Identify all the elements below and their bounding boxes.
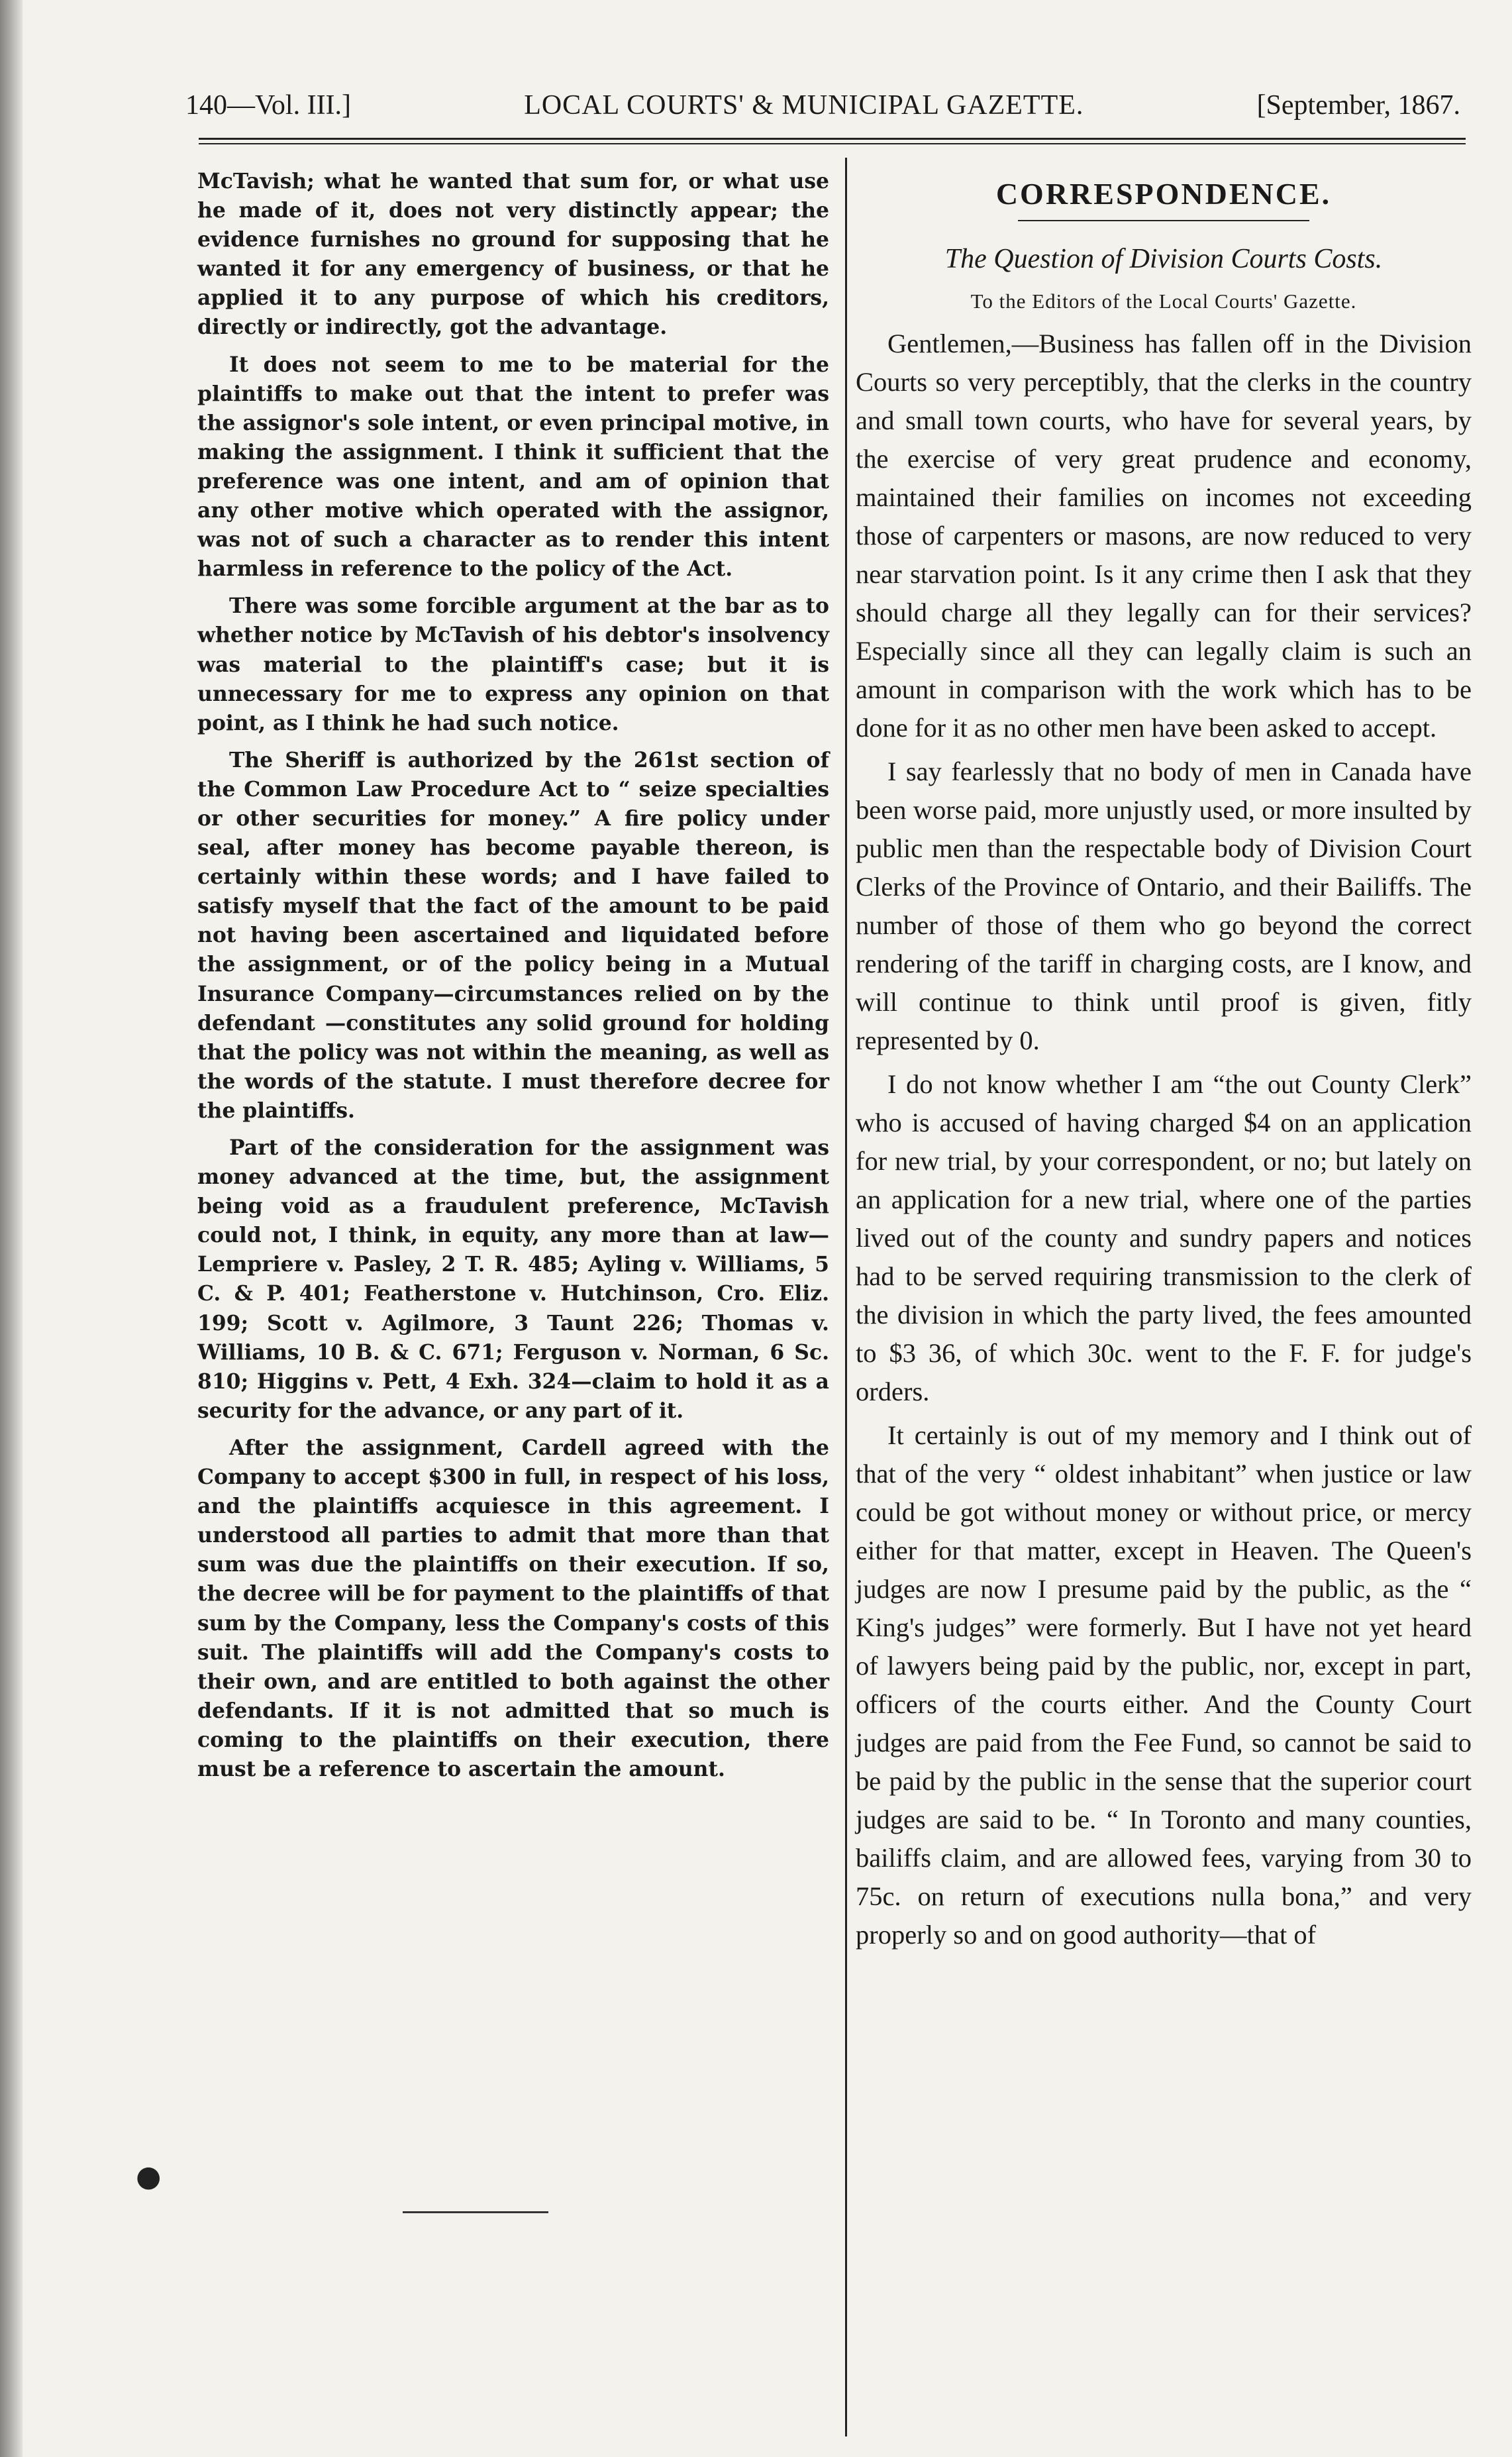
column-separator xyxy=(845,158,847,2436)
paragraph: McTavish; what he wanted that sum for, or what use he made of it, does not very distinctly appear; the evidence furnishes no ground for supposing that he wanted it for any emergency of business, or that he applied it to any purpose of which his creditors, directly or indirectly, got the advantage. xyxy=(197,170,829,340)
article-end-rule xyxy=(403,2211,548,2213)
header-rule-thin xyxy=(199,143,1466,144)
paragraph: Part of the consideration for the assignment was money advanced at the time, but, the assignment being void as a fraudulent preference, McTavish could not, I think, in equity, any more than at law—Lempriere v. Pasley, 2 T. R. 485; Ayling v. Williams, 5 C. & P. 401; Featherstone v. Hutchinson, Cro. Eliz. 199; Scott v. Agilmore, 3 Taunt 226; Thomas v. Williams, 10 B. & C. 671; Ferguson v. Norman, 6 Sc. 810; Higgins v. Pett, 4 Exh. 324—claim to hold it as a security for the advance, or any part of it. xyxy=(197,1136,829,1423)
letter-address: To the Editors of the Local Courts' Gazette. xyxy=(970,289,1357,313)
gazette-title: LOCAL COURTS' & MUNICIPAL GAZETTE. xyxy=(524,90,1084,121)
section-heading: CORRESPONDENCE. xyxy=(995,177,1332,211)
header-rule xyxy=(199,138,1466,140)
paragraph: I do not know whether I am “the out County Clerk” who is accused of having charged $4 on an application for new trial, by your correspondent, or no; but lately on an application for a new trial, where one of the parties lived out of the county and sundry papers and notices had to be served requiring transmission to the clerk of the division in which the party lived, the fees amounted to $3 36, of which 30c. went to the F. F. for judge's orders. xyxy=(856,1069,1472,1406)
paragraph: It certainly is out of my memory and I think out of that of the very “ oldest inhabitant” when justice or law could be got without money or without price, or mercy either for that matter, except in Heaven. The Queen's judges are now I presume paid by the public, as the “ King's judges” were formerly. But I have not yet heard of lawyers being paid by the public, nor, except in part, officers of the courts either. And the County Court judges are paid from the Fee Fund, so cannot be said to be paid by the public in the sense that the superior court judges are said to be. “ In Toronto and many counties, bailiffs claim, and are allowed fees, varying from 30 to 75c. on return of executions nulla bona,” and very properly so and on good authority—that of xyxy=(856,1420,1472,1950)
paragraph: There was some forcible argument at the bar as to whether notice by McTavish of his debtor's insolvency was material to the plaintiff's case; but it is unnecessary for me to express any opinion on that point, as I think he had such notice. xyxy=(197,594,829,735)
page-binding-edge xyxy=(0,0,23,2457)
paragraph: The Sheriff is authorized by the 261st section of the Common Law Procedure Act to “ seize specialties or other securities for money.” A fire policy under seal, after money has become payable thereon, is certainly within these words; and I have failed to satisfy myself that the fact of the amount to be paid not having been ascertained and liquidated before the assignment, or of the policy being in a Mutual Insurance Company—circumstances relied on by the defendant —constitutes any solid ground for holding that the policy was not within the meaning, as well as the words of the statute. I must therefore decree for the plaintiffs. xyxy=(197,748,829,1123)
paragraph: I say fearlessly that no body of men in Canada have been worse paid, more unjustly used, or more insulted by public men than the respectable body of Division Court Clerks of the Province of Ontario, and their Bailiffs. The number of those of them who go beyond the correct rendering of the tariff in charging costs, are I know, and will continue to think until proof is given, fitly represented by 0. xyxy=(856,757,1472,1055)
paragraph: After the assignment, Cardell agreed with the Company to accept $300 in full, in respect of his loss, and the plaintiffs acquiesce in this agreement. I understood all parties to admit that more than that sum was due the plaintiffs on their execution. If so, the decree will be for payment to the plaintiffs of that sum by the Company, less the Company's costs of this suit. The plaintiffs will add the Company's costs to their own, and are entitled to both against the other defendants. If it is not admitted that so much is coming to the plaintiffs on their execution, there must be a reference to ascertain the amount. xyxy=(197,1436,829,1781)
paragraph: Gentlemen,—Business has fallen off in the Division Courts so very perceptibly, that the clerks in the country and small town courts, who have for several years, by the exercise of very great prudence and economy, maintained their families on incomes not exceeding those of carpenters or masons, are now reduced to very near starvation point. Is it any crime then I ask that they should charge all they legally can for their services? Especially since all they can legally claim is such an amount in comparison with the work which has to be done for it as no other men have been asked to accept. xyxy=(856,329,1472,743)
ink-blot: ● xyxy=(136,2160,162,2193)
letter-topic: The Question of Division Courts Costs. xyxy=(944,244,1383,274)
paragraph: It does not seem to me to be material for the plaintiffs to make out that the intent to prefer was the assignor's sole intent, or even principal motive, in making the assignment. I think it sufficient that the preference was one intent, and am of opinion that any other motive which operated with the assignor, was not of such a character as to render this intent harmless in reference to the policy of the Act. xyxy=(197,352,829,582)
page-header xyxy=(185,89,1460,136)
section-heading-rule xyxy=(1018,220,1309,221)
issue-date: [September, 1867. xyxy=(1256,90,1460,121)
right-column xyxy=(856,167,1472,1960)
page-volume: 140—Vol. III.] xyxy=(185,90,352,121)
left-column xyxy=(197,167,829,1792)
